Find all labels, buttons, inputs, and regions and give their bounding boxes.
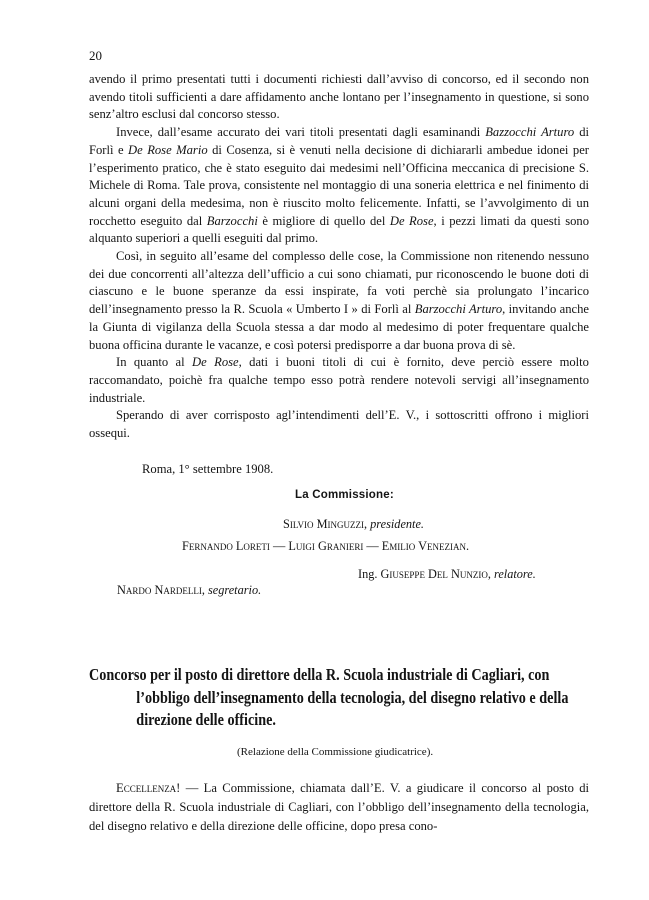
paragraph-4: [89, 354, 589, 407]
candidate-name: Barzocchi Arturo: [414, 302, 503, 317]
paragraph-1: avendo il primo presentati tutti i documenti richiesti dall’avviso di concorso, ed il secondo non avendo titoli sufficienti a dare affidamento anche lontano per l’insegnamento in questione, si sono senz’altro esclusi dal concorso stesso.: [89, 72, 589, 122]
text-run: — La Commissione, chiamata dall’E. V. a giudicare il concorso al posto di direttore della R. Scuola industriale di Cagliari, con l’obbligo dell’insegnamento della tecnologia, del disegno relativo e della direzione delle officine, dopo presa cono-: [89, 781, 589, 834]
candidate-name: Bazzocchi Arturo: [485, 125, 575, 140]
signer-role: segretario.: [208, 583, 262, 597]
rapporteur-signature: Ing. Giuseppe Del Nunzio, relatore.: [358, 567, 536, 581]
paragraph-2: [89, 124, 589, 248]
heading-line: Concorso per il posto di direttore della R. Scuola industriale di Cagliari, con: [89, 665, 550, 684]
page-number: 20: [89, 48, 102, 63]
salutation: Eccellenza!: [116, 781, 181, 795]
members-signatures: [182, 539, 469, 554]
secretary-signature: Nardo Nardelli, segretario.: [117, 583, 262, 597]
section-body: [89, 779, 589, 837]
candidate-name: Barzocchi: [206, 213, 258, 228]
signer-name: Nardo Nardelli: [117, 583, 202, 597]
text-run: Così, in seguito all’esame del complesso delle cose, la Commissione non ritenendo nessuno dei due concorrenti all’altezza dell’ufficio a cui sono chiamati, pur riconoscendo le buone doti di ciascuno e le buone speranze da essi inspirate, fa voti perchè sia prolungato l’incarico dell’insegnamento presso la R. Scuola « Umberto I » di Forlì al: [89, 249, 589, 317]
paragraph-5: Sperando di aver corrisposto agl’intendimenti dell’E. V., i sottoscritti offrono i migliori ossequi.: [89, 408, 589, 441]
commission-title: La Commissione:: [295, 489, 394, 501]
candidate-name: De Rose Mario: [128, 142, 208, 157]
signer-role: presidente.: [370, 517, 424, 531]
report-body: [89, 71, 589, 443]
signer-name: Fernando Loreti: [182, 539, 270, 553]
president-signature: Silvio Minguzzi, presidente.: [283, 517, 424, 531]
section-subheading: (Relazione della Commissione giudicatrice).: [237, 746, 434, 758]
heading-line: direzione delle officine.: [136, 710, 276, 729]
paragraph-3: [89, 248, 589, 354]
signer-name: Silvio Minguzzi: [283, 517, 364, 531]
text-run: Invece, dall’esame accurato dei vari titoli presentati dagli esaminandi: [116, 125, 486, 140]
signer-name: Giuseppe Del Nunzio: [380, 567, 488, 581]
candidate-name: De Rose: [389, 213, 434, 228]
signer-name: Emilio Venezian.: [381, 539, 470, 553]
heading-line: l’obbligo dell’insegnamento della tecnologia, del disegno relativo e della: [136, 687, 569, 707]
title-prefix: Ing.: [358, 567, 381, 581]
signer-name: Luigi Granieri: [288, 539, 364, 553]
text-run: In quanto al: [116, 355, 193, 370]
text-run: di Forlì e: [89, 125, 589, 157]
section-heading: [89, 664, 594, 732]
dateline: Roma, 1° settembre 1908.: [142, 462, 274, 476]
opening-paragraph: [89, 779, 589, 837]
separator: —: [363, 539, 382, 553]
candidate-name: De Rose: [192, 355, 239, 370]
text-run: è migliore di quello del: [257, 213, 390, 228]
text-run: , i pezzi limati da questi sono alquanto superiori a quelli eseguiti dal primo.: [89, 213, 589, 246]
signer-role: relatore.: [494, 567, 536, 581]
text-run: , invitando anche la Giunta di vigilanza della Scuola stessa a dar modo al medesimo di poter frequentare qualche buona officina durante le vacanze, e così potersi predisporre a dar buona prova di sè.: [89, 302, 589, 352]
text-run: , dati i buoni titoli di cui è fornito, deve perciò essere molto raccomandato, poichè fra qualche tempo esso potrà rendere notevoli servigi all’insegnamento industriale.: [89, 355, 589, 405]
text-run: di Cosenza, si è venuti nella decisione di dichiararli ambedue idonei per l’esperimento pratico, che è stato eseguito dai medesimi nell’Officina meccanica di precisione S. Michele di Roma. Tale prova, consistente nel montaggio di una soneria elettrica e nel finimento di alcuni organi della medesima, non è riuscito molto felicemente. Infatti, se l’avvolgimento di un rocchetto eseguito dal: [89, 142, 589, 228]
separator: —: [269, 539, 289, 553]
